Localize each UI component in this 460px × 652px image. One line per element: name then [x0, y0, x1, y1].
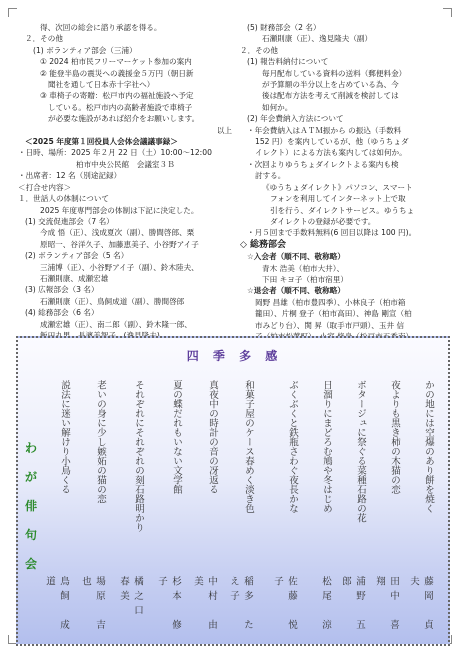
- text-line: (1) ボランティア部会（三浦）: [33, 45, 137, 55]
- haiku-title-char: 季: [212, 349, 227, 363]
- attendees: ・出席者：12 名（別途記録）: [18, 171, 122, 181]
- side-title-char: が: [24, 470, 37, 484]
- text-line: 如何か。: [262, 102, 293, 112]
- committee-members: 今成 悟（正）、浅成夏次（副）、勝間啓郎、栗: [40, 228, 195, 238]
- haiku-poem: 夏の蝶だれもいない文学館: [171, 380, 182, 494]
- haiku-box: [16, 336, 450, 646]
- new-member: 下田 キヨ子（柏市宿里）: [262, 274, 348, 284]
- haiku-poem: かの地には空爆のあり餅を焼く: [423, 380, 434, 513]
- committee-heading: (4) 総務部会（6 名）: [25, 308, 99, 318]
- text-line: ② 能登半島の震災への義援金５万円（朝日新: [40, 68, 194, 78]
- haiku-author: 松尾 涼: [320, 576, 331, 634]
- right-column: [240, 22, 450, 342]
- haiku-poem: 日溜りにまどろむ鳩や冬はじめ: [321, 380, 332, 513]
- agenda-heading: ＜打合せ内容＞: [18, 182, 72, 192]
- haiku-poem: それぞれにそれぞれの刻石路明かり: [133, 380, 144, 532]
- closing-mark: 以上: [216, 125, 232, 135]
- text-line: ・次回よりゆうちょダイレクトよる案内も検: [247, 159, 399, 169]
- committee-members: 石瀬則康、成瀬宏雄: [40, 273, 109, 283]
- section-heading: ２．その他: [240, 45, 278, 55]
- text-line: ③ 車椅子の寄贈：松戸市内の福祉施設へ予定: [40, 91, 194, 101]
- haiku-poem: 和菓子屋のケース春めく淡き色: [243, 380, 254, 513]
- text-line: ・年会費納入はＡＴＭ振から の振込（手数料: [247, 125, 402, 135]
- committee-members: 成瀬宏雄（正）、南二郎（副）、鈴木隆一郎、: [40, 319, 192, 329]
- haiku-author: 橘之口 春美: [118, 576, 143, 634]
- haiku-poem: 真夜中の時計の音の冴返る: [207, 380, 218, 494]
- haiku-author: 藤岡 貞夫: [408, 576, 433, 634]
- text-line: 2025 年度専門部会の体制は下記に決定した。: [40, 205, 199, 215]
- haiku-author: 稲多 たえ子: [228, 576, 253, 634]
- text-line: が予算額の半分以上を占めている為、今: [262, 80, 399, 90]
- text-line: 聞社を通して日本赤十字社へ）: [48, 80, 155, 90]
- committee-members: 三浦博（正）、小谷野アイ子（副）、鈴木陸夫、: [40, 262, 199, 272]
- committee-heading: (1) 交流促進部会（7 名）: [25, 216, 114, 226]
- text-line: 討する。: [255, 171, 286, 181]
- text-line: している。松戸市内の高齢者施設で車椅子: [48, 102, 193, 112]
- withdrawn-members: 市みどり台）、関 昇（取手市戸頭）、玉井 信: [255, 320, 405, 330]
- text-line: 《ゆうちょダイレクト》パソコン、スマート: [262, 182, 413, 192]
- withdrawn-members: 岡野 昌雄（柏市豊四季）、小林良子（柏市箱: [255, 297, 406, 307]
- haiku-title-char: 多: [239, 349, 254, 363]
- text-line: (1) 報告料納付について: [247, 57, 329, 67]
- haiku-title: [18, 347, 448, 364]
- haiku-title-char: 四: [186, 349, 201, 363]
- haiku-author: 場原 吉也: [80, 576, 105, 634]
- text-line: 引を行う、ダイレクトサービス。ゆうちょ: [270, 205, 415, 215]
- committee-heading: (5) 財務部会（2 名）: [247, 23, 321, 32]
- text-line: 得、次回の総会に諮り承認を得る。: [40, 23, 162, 32]
- text-line: 後は配布方法を考えて削減を検討しては: [262, 91, 399, 101]
- withdrawn-members-heading: ☆退会者（順不同、敬称略）: [247, 286, 345, 296]
- haiku-author: 杉本 修子: [156, 576, 181, 634]
- haiku-club-side-title: [24, 434, 38, 579]
- haiku-author: 中村 由美: [192, 576, 217, 634]
- haiku-author: 浦野 五郎: [340, 576, 365, 634]
- left-column: [18, 22, 232, 341]
- text-line: 毎月配布している資料の送料（郵便料金）: [262, 68, 407, 78]
- side-title-char: 句: [24, 528, 37, 542]
- meeting-datetime: ・日時、場所：2025 年２月 22 日（土）10:00〜12:00: [18, 148, 212, 158]
- text-line: 152 円）を案内しているが、他（ゆうちょダ: [255, 137, 409, 147]
- side-title-char: 会: [24, 557, 37, 571]
- text-line: が必要な施設があれば紹介をお願いします。: [48, 114, 200, 124]
- haiku-author: 佐藤 悦子: [272, 576, 297, 634]
- withdrawn-members: 籠田）、片桐 登子（柏市高田）、神島 剛宣（柏: [255, 309, 412, 319]
- haiku-author: 田中 喜翔: [374, 576, 399, 634]
- haiku-poem: ボタージュに祭ぐる菜種石路の花: [355, 380, 366, 523]
- text-line: (2) 年会費納入方法について: [247, 114, 344, 124]
- section-heading: １．世話人の体制について: [18, 194, 109, 204]
- haiku-author: 鳥飼 成道: [44, 576, 69, 634]
- haiku-poem: ぶくぶくと鉄瓶さわぐ夜長かな: [287, 380, 298, 513]
- side-title-char: 俳: [24, 499, 37, 513]
- section-heading: ２．その他: [25, 34, 63, 44]
- text-line: イレクト）による方法も案内しては如何か。: [255, 148, 407, 158]
- text-line: ・月５回まで手数料無料(6 回目以降は 100 円)。: [247, 228, 417, 238]
- crop-mark-top-left: [8, 8, 17, 17]
- haiku-title-char: 感: [265, 349, 280, 363]
- text-line: フォンを利用してインターネット上で取: [270, 194, 406, 204]
- committee-members: 石瀬則康（正）、逸見隆夫（副）: [262, 34, 373, 44]
- side-title-char: わ: [24, 441, 37, 455]
- new-member: 青木 浩美（柏市大井）、: [262, 263, 345, 273]
- meeting-place: 柏市中央公民館 会議室３Ｂ: [76, 159, 175, 169]
- general-affairs-heading: ◇ 総務部会: [240, 239, 287, 250]
- minutes-title: ＜2025 年度第１回役員人会体会議議事録＞: [25, 137, 178, 147]
- committee-heading: (2) ボランティア部会（5 名）: [25, 251, 129, 261]
- committee-heading: (3) 広報部会（3 名）: [25, 285, 99, 295]
- haiku-poem: 説法に迷い解けり小鳥くる: [59, 380, 70, 494]
- text-line: ダイレクトの登録が必要です。: [270, 216, 376, 226]
- committee-members: 石瀬則康（正）、鳥飼成道（副）、勝間啓郎: [40, 296, 185, 306]
- haiku-poem: 夜よりも黒き柿の木猫の恋: [389, 380, 400, 494]
- crop-mark-top-right: [443, 8, 452, 17]
- text-line: ① 2024 柏市民フリーマーケット参加の案内: [40, 57, 192, 67]
- haiku-poem: 老いの身に少し嫉妬の猫の恋: [95, 380, 106, 504]
- committee-members: 原昭一、谷洋久子、加藤恵美子、小谷野アイ子: [40, 239, 199, 249]
- new-members-heading: ☆入会者（順不同、敬称略）: [247, 252, 345, 262]
